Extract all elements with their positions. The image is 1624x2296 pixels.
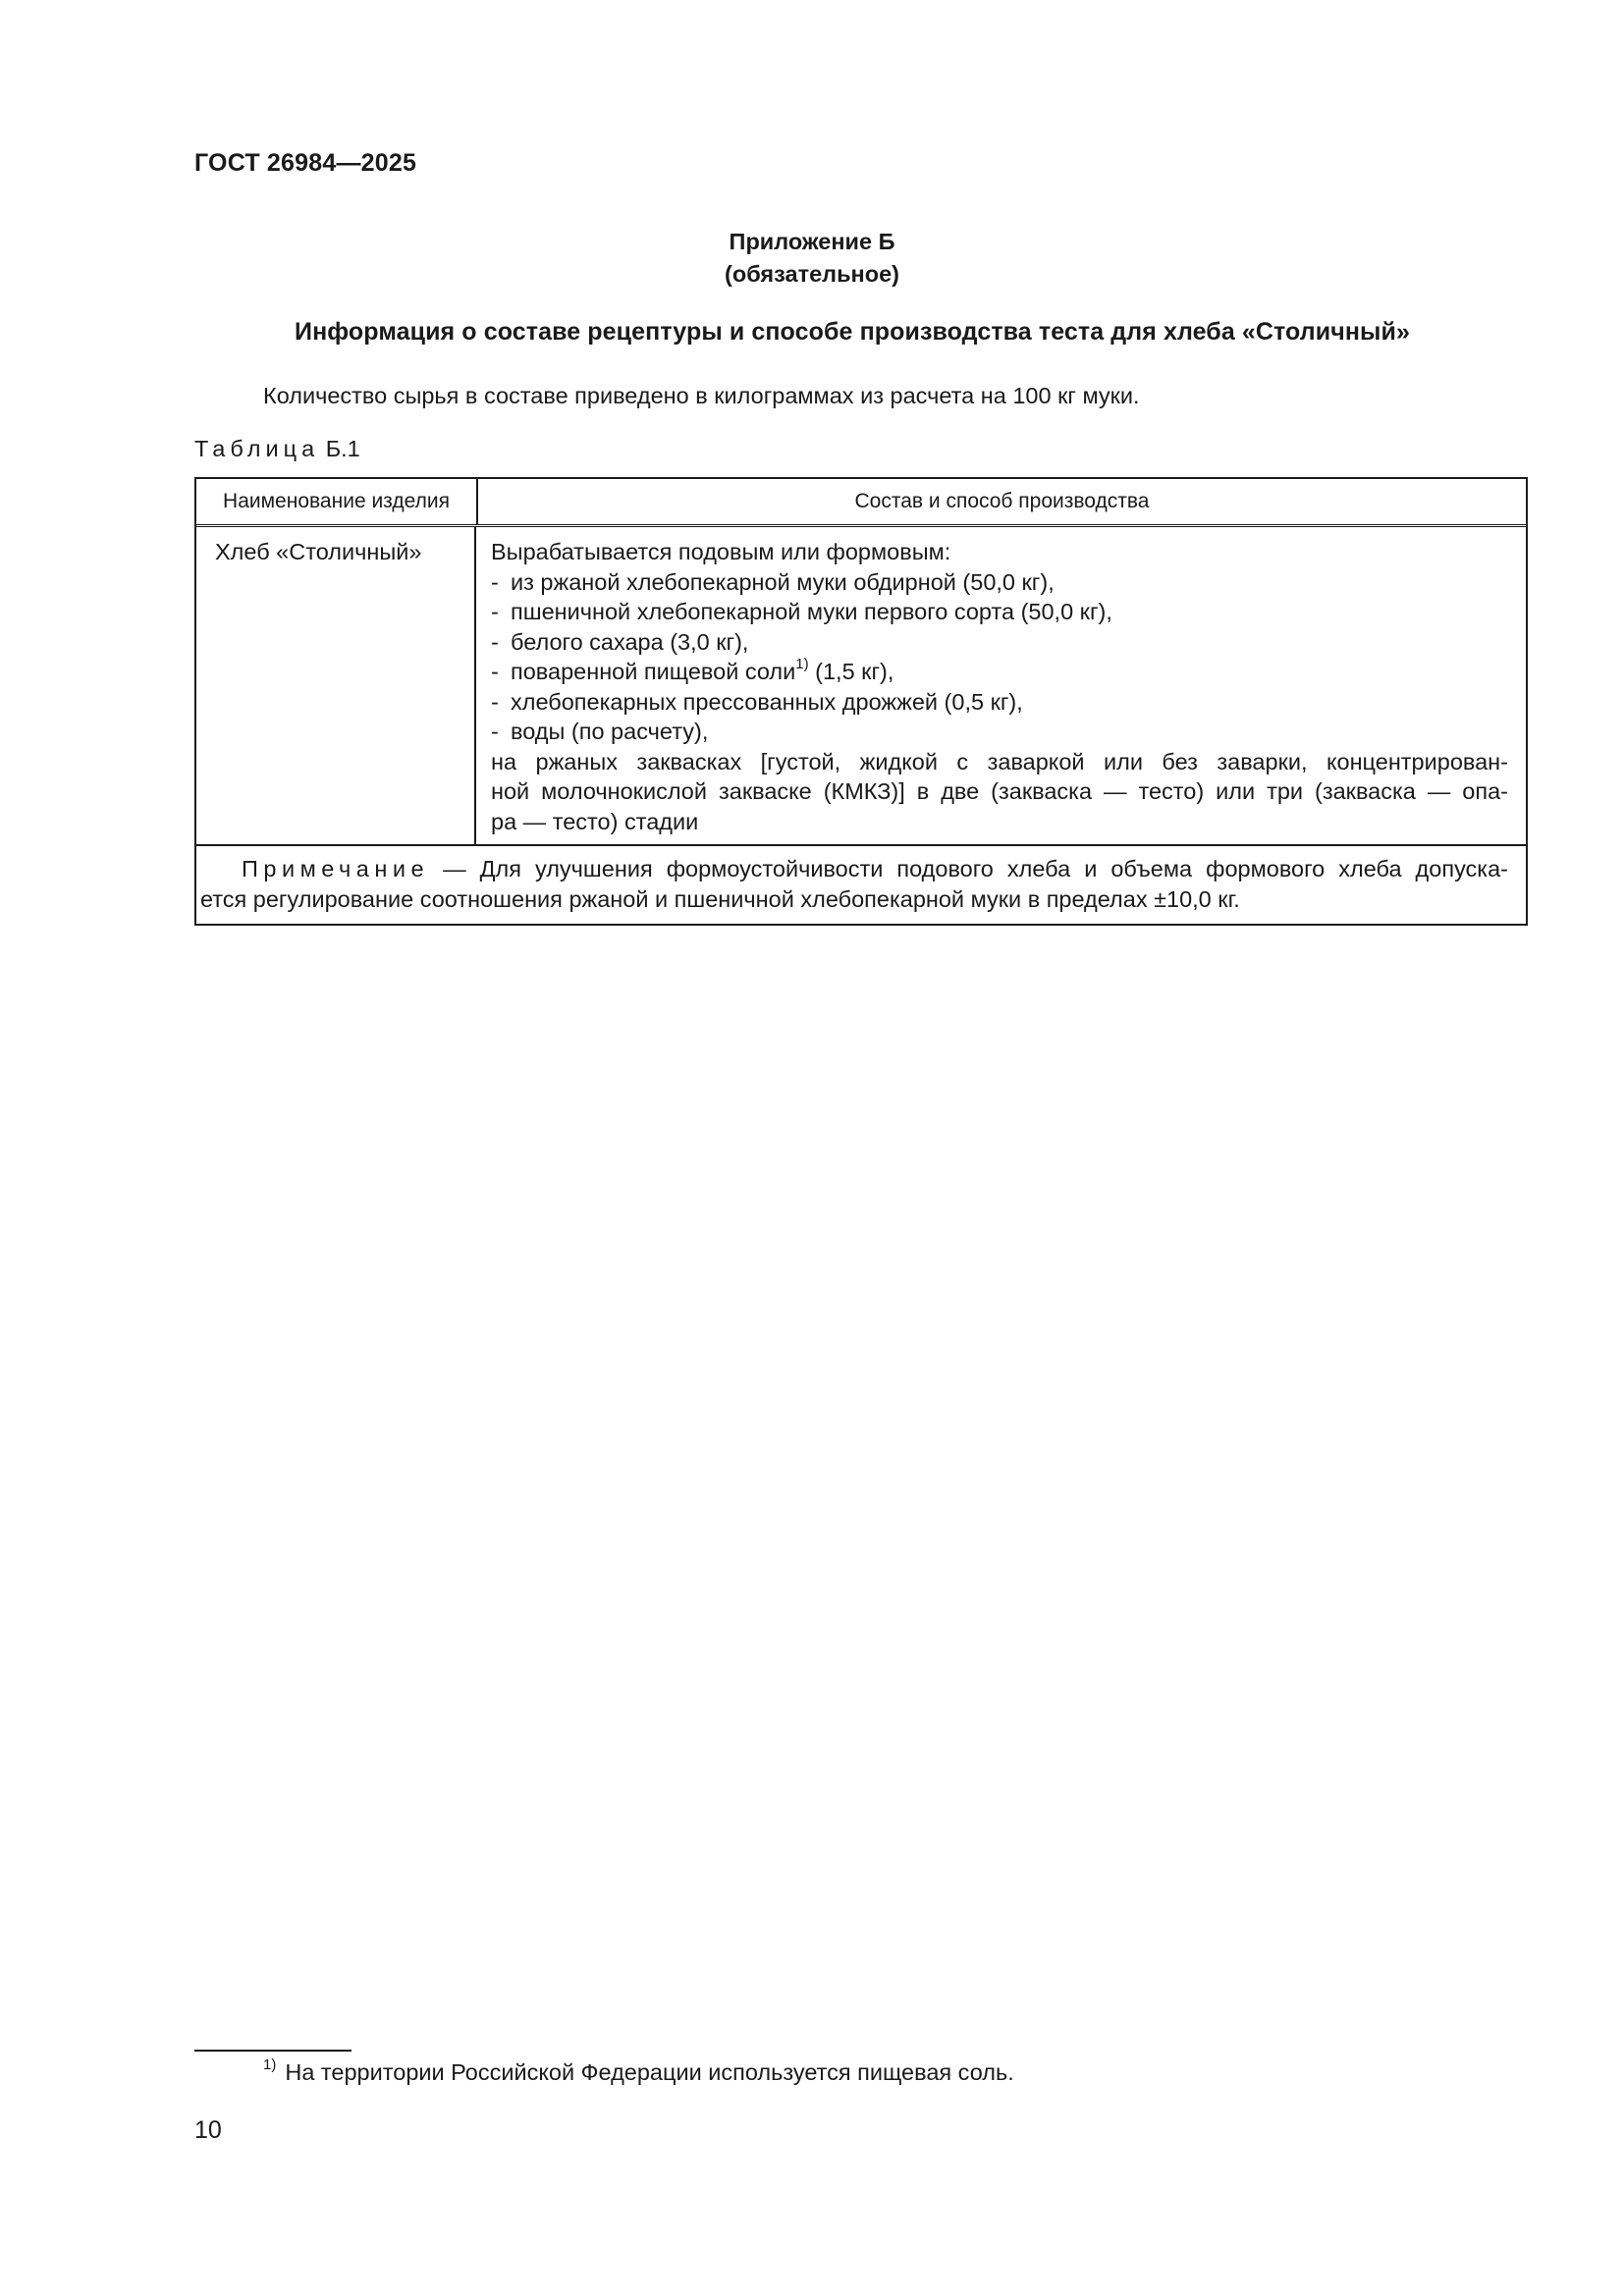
header-composition: Состав и способ производства (854, 490, 1150, 512)
method-line: на ржаных заквасках [густой, жидкой с заваркой или без заварки, концентрирован- (491, 748, 1508, 774)
appendix-status: (обязательное) (725, 261, 899, 287)
ingredient-item: - пшеничной хлебопекарной муки первого сорта (50,0 кг), (491, 599, 1112, 624)
product-name-cell: Хлеб «Столичный» (196, 527, 476, 844)
appendix-heading (0, 226, 1624, 291)
composition-lead: Вырабатывается подовым или формовым: (491, 539, 951, 564)
composition-table (194, 477, 1528, 926)
page-number: 10 (194, 2116, 222, 2144)
table-note (196, 846, 1526, 924)
method-line: ной молочнокислой закваске (КМКЗ)] в две (закваска — тесто) или три (закваска — опа- (491, 778, 1508, 804)
table-caption (194, 436, 360, 462)
composition-cell (476, 527, 1526, 844)
note-text-line2: ется регулирование соотношения ржаной и пшеничной хлебопекарной муки в пределах ±10,0 кг. (200, 885, 1240, 912)
footnote-separator (194, 2050, 352, 2052)
appendix-title: Приложение Б (729, 229, 895, 254)
footnote-text: На территории Российской Федерации используется пищевая соль. (285, 2059, 1014, 2085)
ingredient-item: - из ржаной хлебопекарной муки обдирной (50,0 кг), (491, 568, 1055, 595)
table-caption-word: Таблица (194, 436, 320, 461)
footnote-reference: 1) (795, 656, 809, 673)
note-text-line1: — Для улучшения формоустойчивости подового хлеба и объема формового хлеба допуска- (429, 856, 1508, 881)
intro-paragraph: Количество сырья в составе приведено в килограммах из расчета на 100 кг муки. (263, 383, 1140, 408)
ingredient-item-salt: - поваренной пищевой соли$^{1)}$ (1,5 кг), (491, 656, 894, 684)
table-row (196, 527, 1526, 846)
footnote (263, 2056, 1014, 2086)
note-label: Примечание (242, 856, 430, 881)
ingredient-item: - хлебопекарных прессованных дрожжей (0,5 кг), (491, 688, 1023, 715)
table-header-row (196, 479, 1526, 527)
footnote-marker: 1) (263, 2056, 277, 2074)
method-line: ра — тесто) стадии (491, 808, 699, 834)
document-code: ГОСТ 26984—2025 (194, 149, 417, 177)
ingredient-item: - белого сахара (3,0 кг), (491, 628, 749, 655)
table-caption-number: Б.1 (325, 436, 360, 461)
ingredient-item: - воды (по расчету), (491, 719, 709, 744)
section-title: Информация о составе рецептуры и способе производства теста для хлеба «Столичный» (295, 318, 1410, 346)
header-product-name: Наименование изделия (196, 479, 478, 524)
